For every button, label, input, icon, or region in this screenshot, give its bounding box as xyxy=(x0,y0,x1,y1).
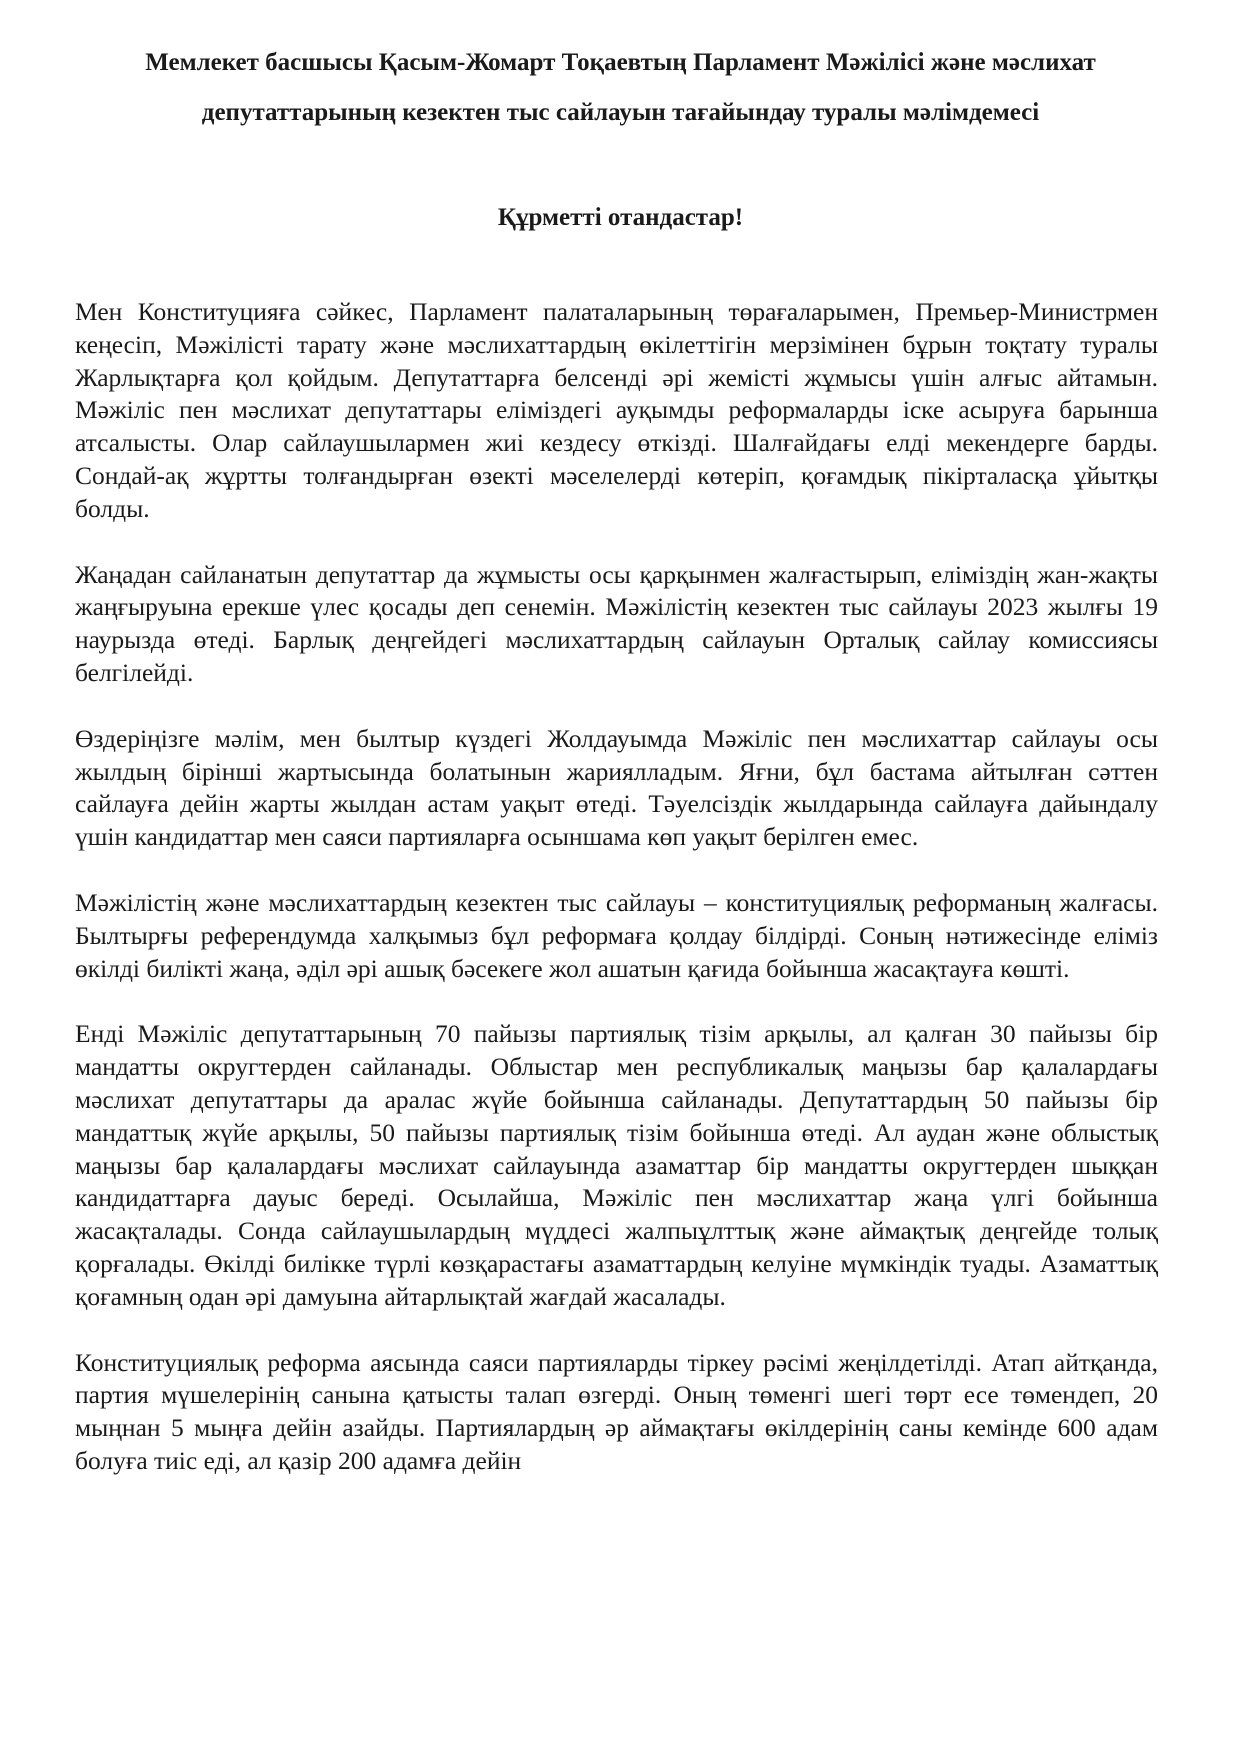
paragraph: Конституциялық реформа аясында саяси партияларды тіркеу рәсімі жеңілдетілді. Атап айтқанда, партия мүшелерінің санына қатысты талап өзгерді. Оның төменгі шегі төрт есе төмендеп, 20 мыңнан 5 мыңға дейін азайды. Партиялардың әр аймақтағы өкілдерінің саны кемінде 600 адам болуға тиіс еді, ал қазір 200 адамға дейін xyxy=(75,1347,1158,1475)
document-body xyxy=(75,296,1158,1511)
greeting-heading: Құрметті отандастар! xyxy=(497,204,744,231)
paragraph: Жаңадан сайланатын депутаттар да жұмысты осы қарқынмен жалғастырып, еліміздің жан-жақты жаңғыруына ерекше үлес қосады деп сенемін. Мәжілістің кезектен тыс сайлауы 2023 жылғы 19 наурызда өтеді. Барлық деңгейдегі мәслихаттардың сайлауын Орталық сайлау комиссиясы белгілейді. xyxy=(75,559,1158,687)
paragraph: Енді Мәжіліс депутаттарының 70 пайызы партиялық тізім арқылы, ал қалған 30 пайызы бір мандатты округтерден сайланады. Облыстар мен республикалық маңызы бар қалалардағы мәслихат депутаттары да аралас жүйе бойынша сайланады. Депутаттардың 50 пайызы бір мандаттық жүйе арқылы, 50 пайызы партиялық тізім бойынша өтеді. Ал аудан және облыстық маңызы бар қалалардағы мәслихат сайлауында азаматтар бір мандатты округтерден шыққан кандидаттарға дауыс береді. Осылайша, Мәжіліс пен мәслихаттар жаңа үлгі бойынша жасақталады. Сонда сайлаушылардың мүддесі жалпыұлттық және аймақтық деңгейде толық қорғалады. Өкілді билікке түрлі көзқарастағы азаматтардың келуіне мүмкіндік туады. Азаматтық қоғамның одан әрі дамуына айтарлықтай жағдай жасалады. xyxy=(75,1019,1158,1311)
paragraph: Мәжілістің және мәслихаттардың кезектен тыс сайлауы – конституциялық реформаның жалғасы. Былтырғы референдумда халқымыз бұл реформаға қолдау білдірді. Соның нәтижесінде еліміз өкілді билікті жаңа, әділ әрі ашық бәсекеге жол ашатын қағида бойынша жасақтауға көшті. xyxy=(75,887,1158,983)
paragraph: Мен Конституцияға сәйкес, Парламент палаталарының төрағаларымен, Премьер-Министрмен кеңесіп, Мәжілісті тарату және мәслихаттардың өкілеттігін мерзімінен бұрын тоқтату туралы Жарлықтарға қол қойдым. Депутаттарға белсенді әрі жемісті жұмысы үшін алғыс айтамын. Мәжіліс пен мәслихат депутаттары еліміздегі ауқымды реформаларды іске асыруға барынша атсалысты. Олар сайлаушылармен жиі кездесу өткізді. Шалғайдағы елді мекендерге барды. Сондай-ақ жұртты толғандырған өзекті мәселелерді көтеріп, қоғамдық пікірталасқа ұйытқы болды. xyxy=(75,297,1158,523)
paragraph: Өздеріңізге мәлім, мен былтыр күздегі Жолдауымда Мәжіліс пен мәслихаттар сайлауы осы жылдың бірінші жартысында болатынын жариялладым. Яғни, бұл бастама айтылған сәттен сайлауға дейін жарты жылдан астам уақыт өтеді. Тәуелсіздік жылдарында сайлауға дайындалу үшін кандидаттар мен саяси партияларға осыншама көп уақыт берілген емес. xyxy=(75,723,1158,852)
document-title: Мемлекет басшысы Қасым-Жомарт Тоқаевтың Парламент Мәжілісі және мәслихат депутаттарының кезектен тыс сайлауын тағайындау туралы мәлімдемесі xyxy=(145,49,1096,126)
